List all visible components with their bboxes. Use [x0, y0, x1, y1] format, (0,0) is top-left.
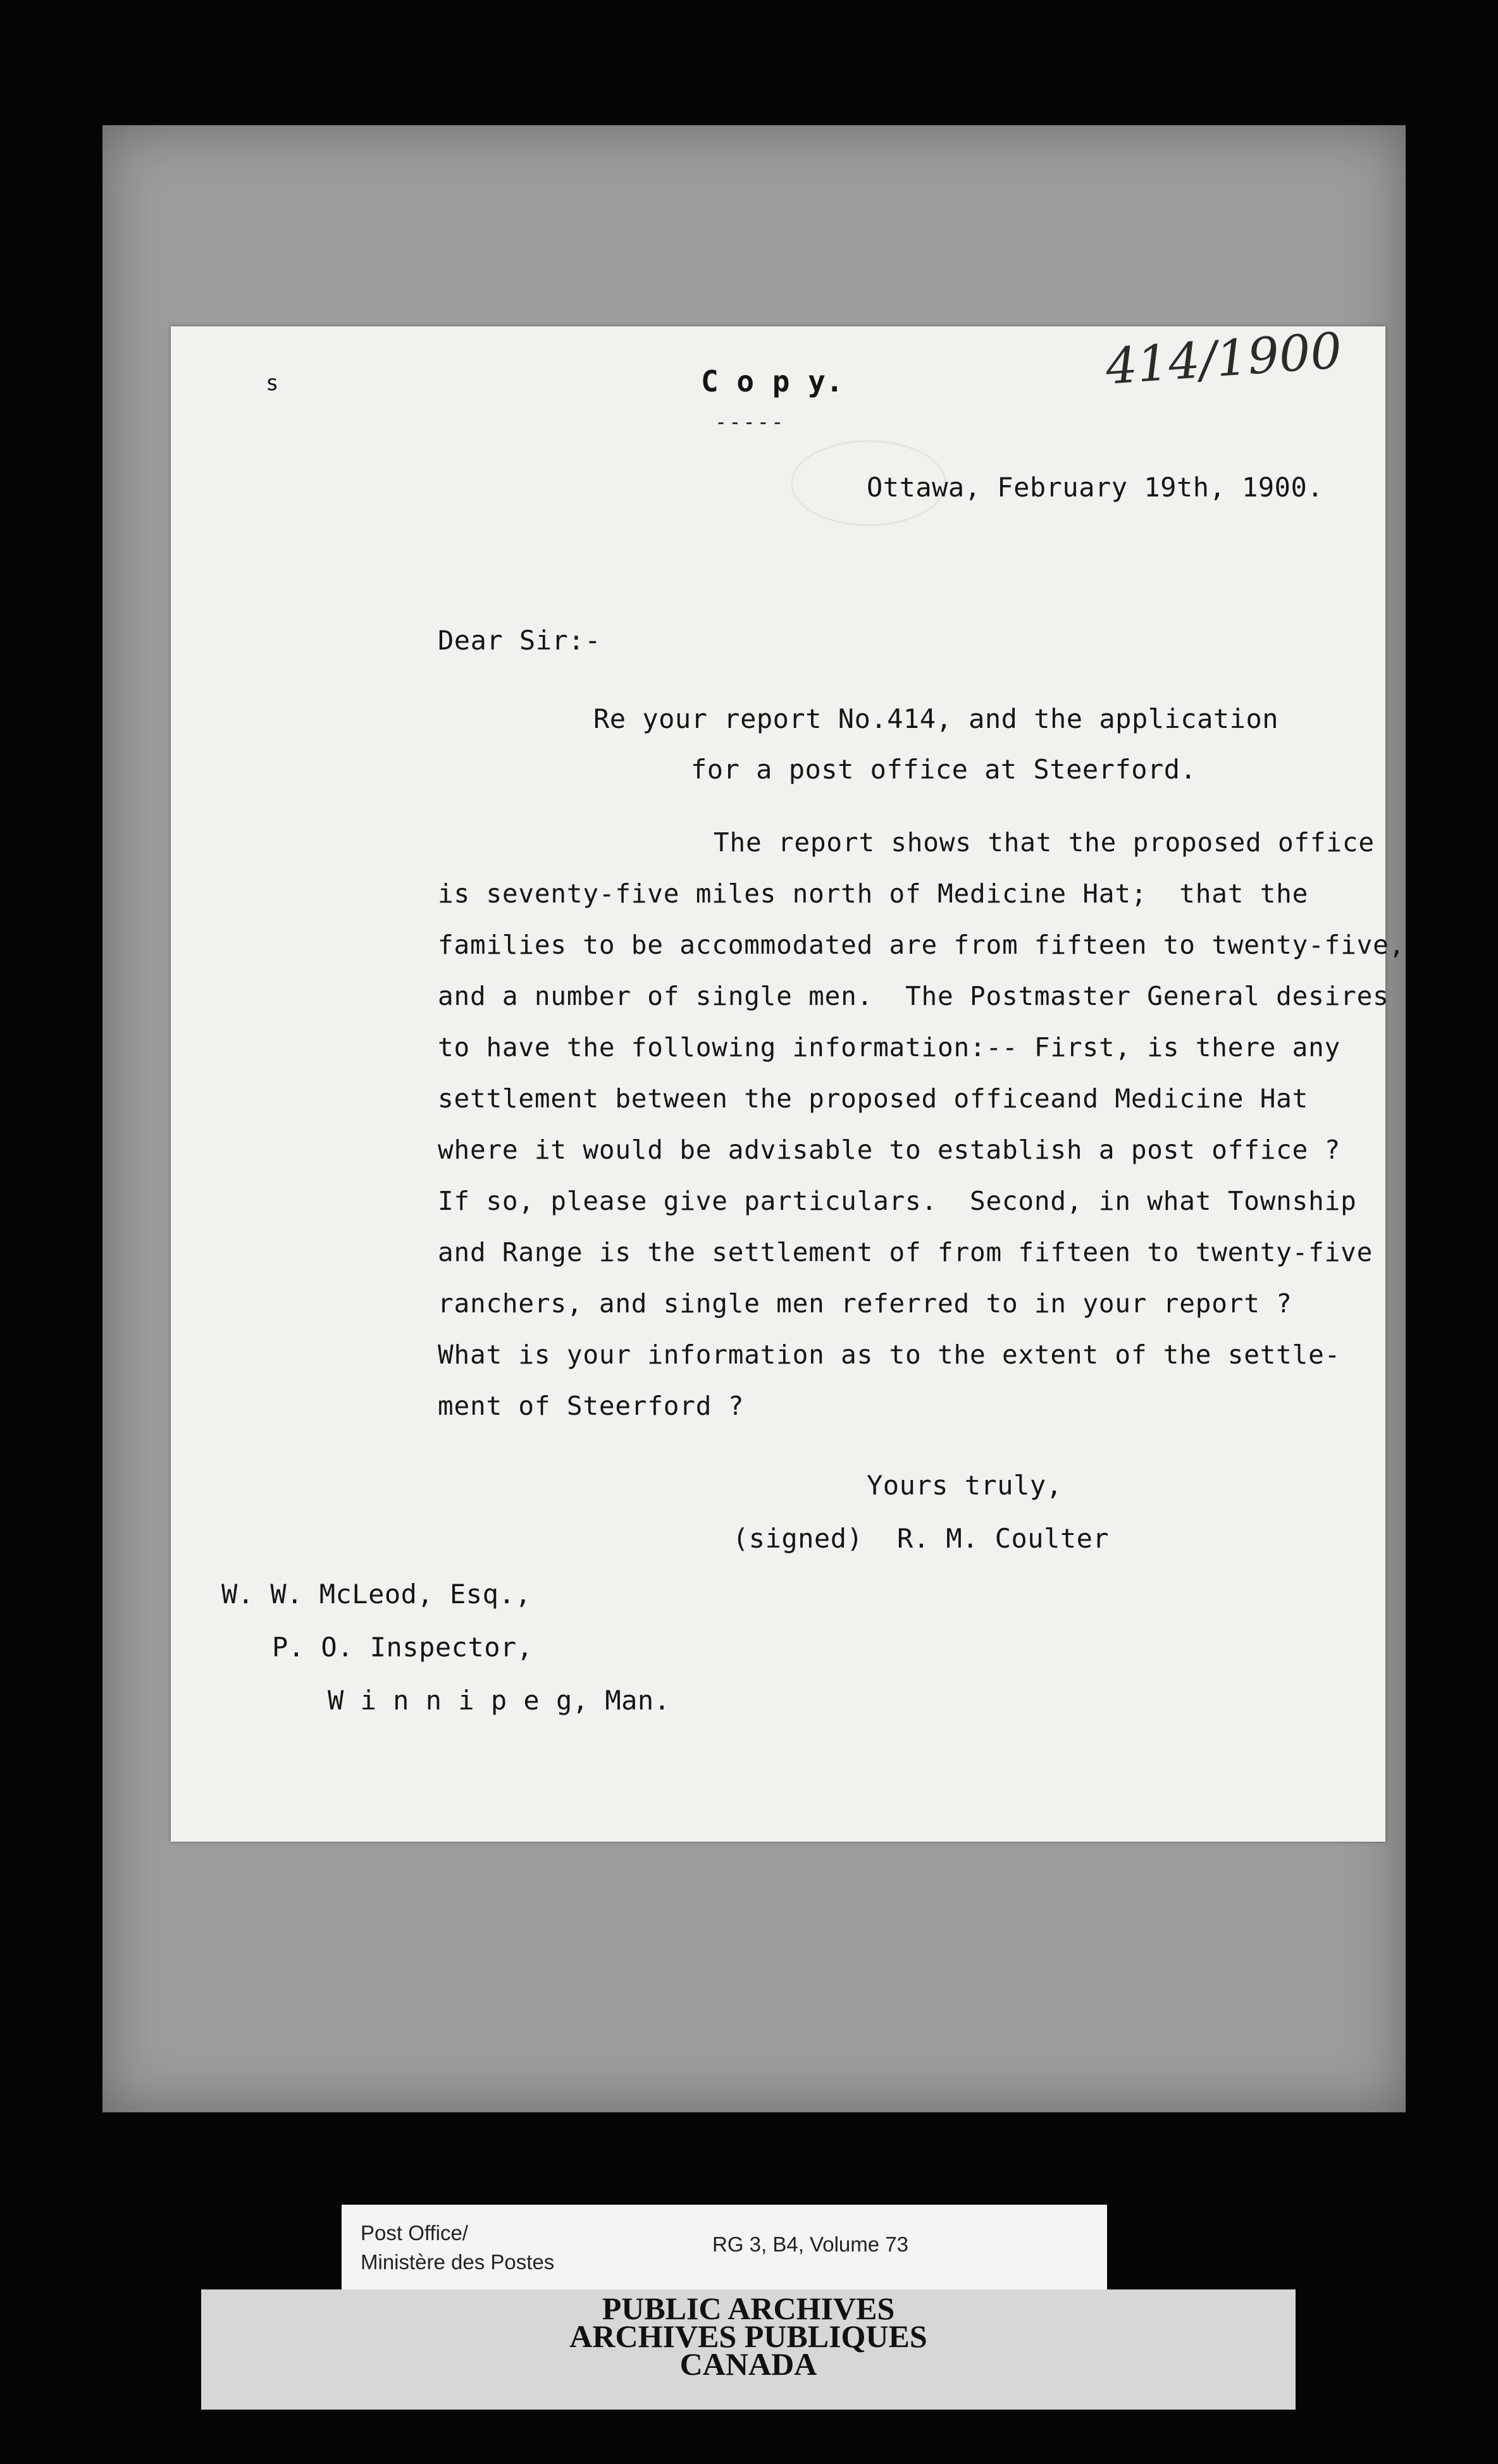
record-reference: RG 3, B4, Volume 73: [712, 2233, 909, 2256]
body-line: to have the following information:-- First, is there any: [438, 1032, 1341, 1063]
archive-reference-label: [342, 2205, 1107, 2289]
addressee-city: W i n n i p e g, Man.: [328, 1685, 671, 1716]
stamp-line-3: CANADA: [679, 2346, 817, 2382]
letter-sheet: [171, 322, 1406, 1842]
page-mark: s: [266, 371, 279, 396]
body-line: What is your information as to the extent of the settle-: [438, 1340, 1341, 1370]
subject-line-2: for a post office at Steerford.: [691, 754, 1197, 785]
body-line: settlement between the proposed officeand Medicine Hat: [438, 1083, 1309, 1114]
fonds-line-1: Post Office/: [361, 2221, 468, 2245]
body-line: If so, please give particulars. Second, in what Township: [438, 1186, 1357, 1216]
body-line: ment of Steerford ?: [438, 1391, 745, 1421]
heading-underline: -----: [715, 410, 786, 434]
body-line: and Range is the settlement of from fifteen to twenty-five: [438, 1237, 1373, 1267]
body-line: ranchers, and single men referred to in your report ?: [438, 1288, 1292, 1319]
signed-prefix: (signed): [733, 1523, 864, 1554]
fonds-line-2: Ministère des Postes: [361, 2250, 555, 2274]
closing: Yours truly,: [867, 1470, 1063, 1501]
signer-name: R. M. Coulter: [897, 1523, 1110, 1554]
public-archives-stamp: [201, 2289, 1296, 2410]
body-line: The report shows that the proposed office: [714, 827, 1375, 858]
copy-heading: C o p y.: [701, 364, 844, 398]
body-line: families to be accommodated are from fifteen to twenty-five,: [438, 930, 1406, 960]
salutation: Dear Sir:-: [438, 625, 601, 656]
addressee-title: P. O. Inspector,: [272, 1632, 533, 1663]
body-line: and a number of single men. The Postmaster General desires: [438, 981, 1389, 1011]
stamp-line-1: PUBLIC ARCHIVES: [602, 2291, 895, 2326]
handwritten-file-number: 414/1900: [1104, 322, 1344, 396]
body-line: is seventy-five miles north of Medicine Hat; that the: [438, 878, 1309, 909]
subject-line-1: Re your report No.414, and the application: [593, 703, 1279, 734]
addressee-name: W. W. McLeod, Esq.,: [221, 1579, 531, 1610]
stamp-line-2: ARCHIVES PUBLIQUES: [569, 2319, 927, 2354]
date-line: Ottawa, February 19th, 1900.: [867, 472, 1324, 503]
body-line: where it would be advisable to establish a post office ?: [438, 1135, 1341, 1165]
